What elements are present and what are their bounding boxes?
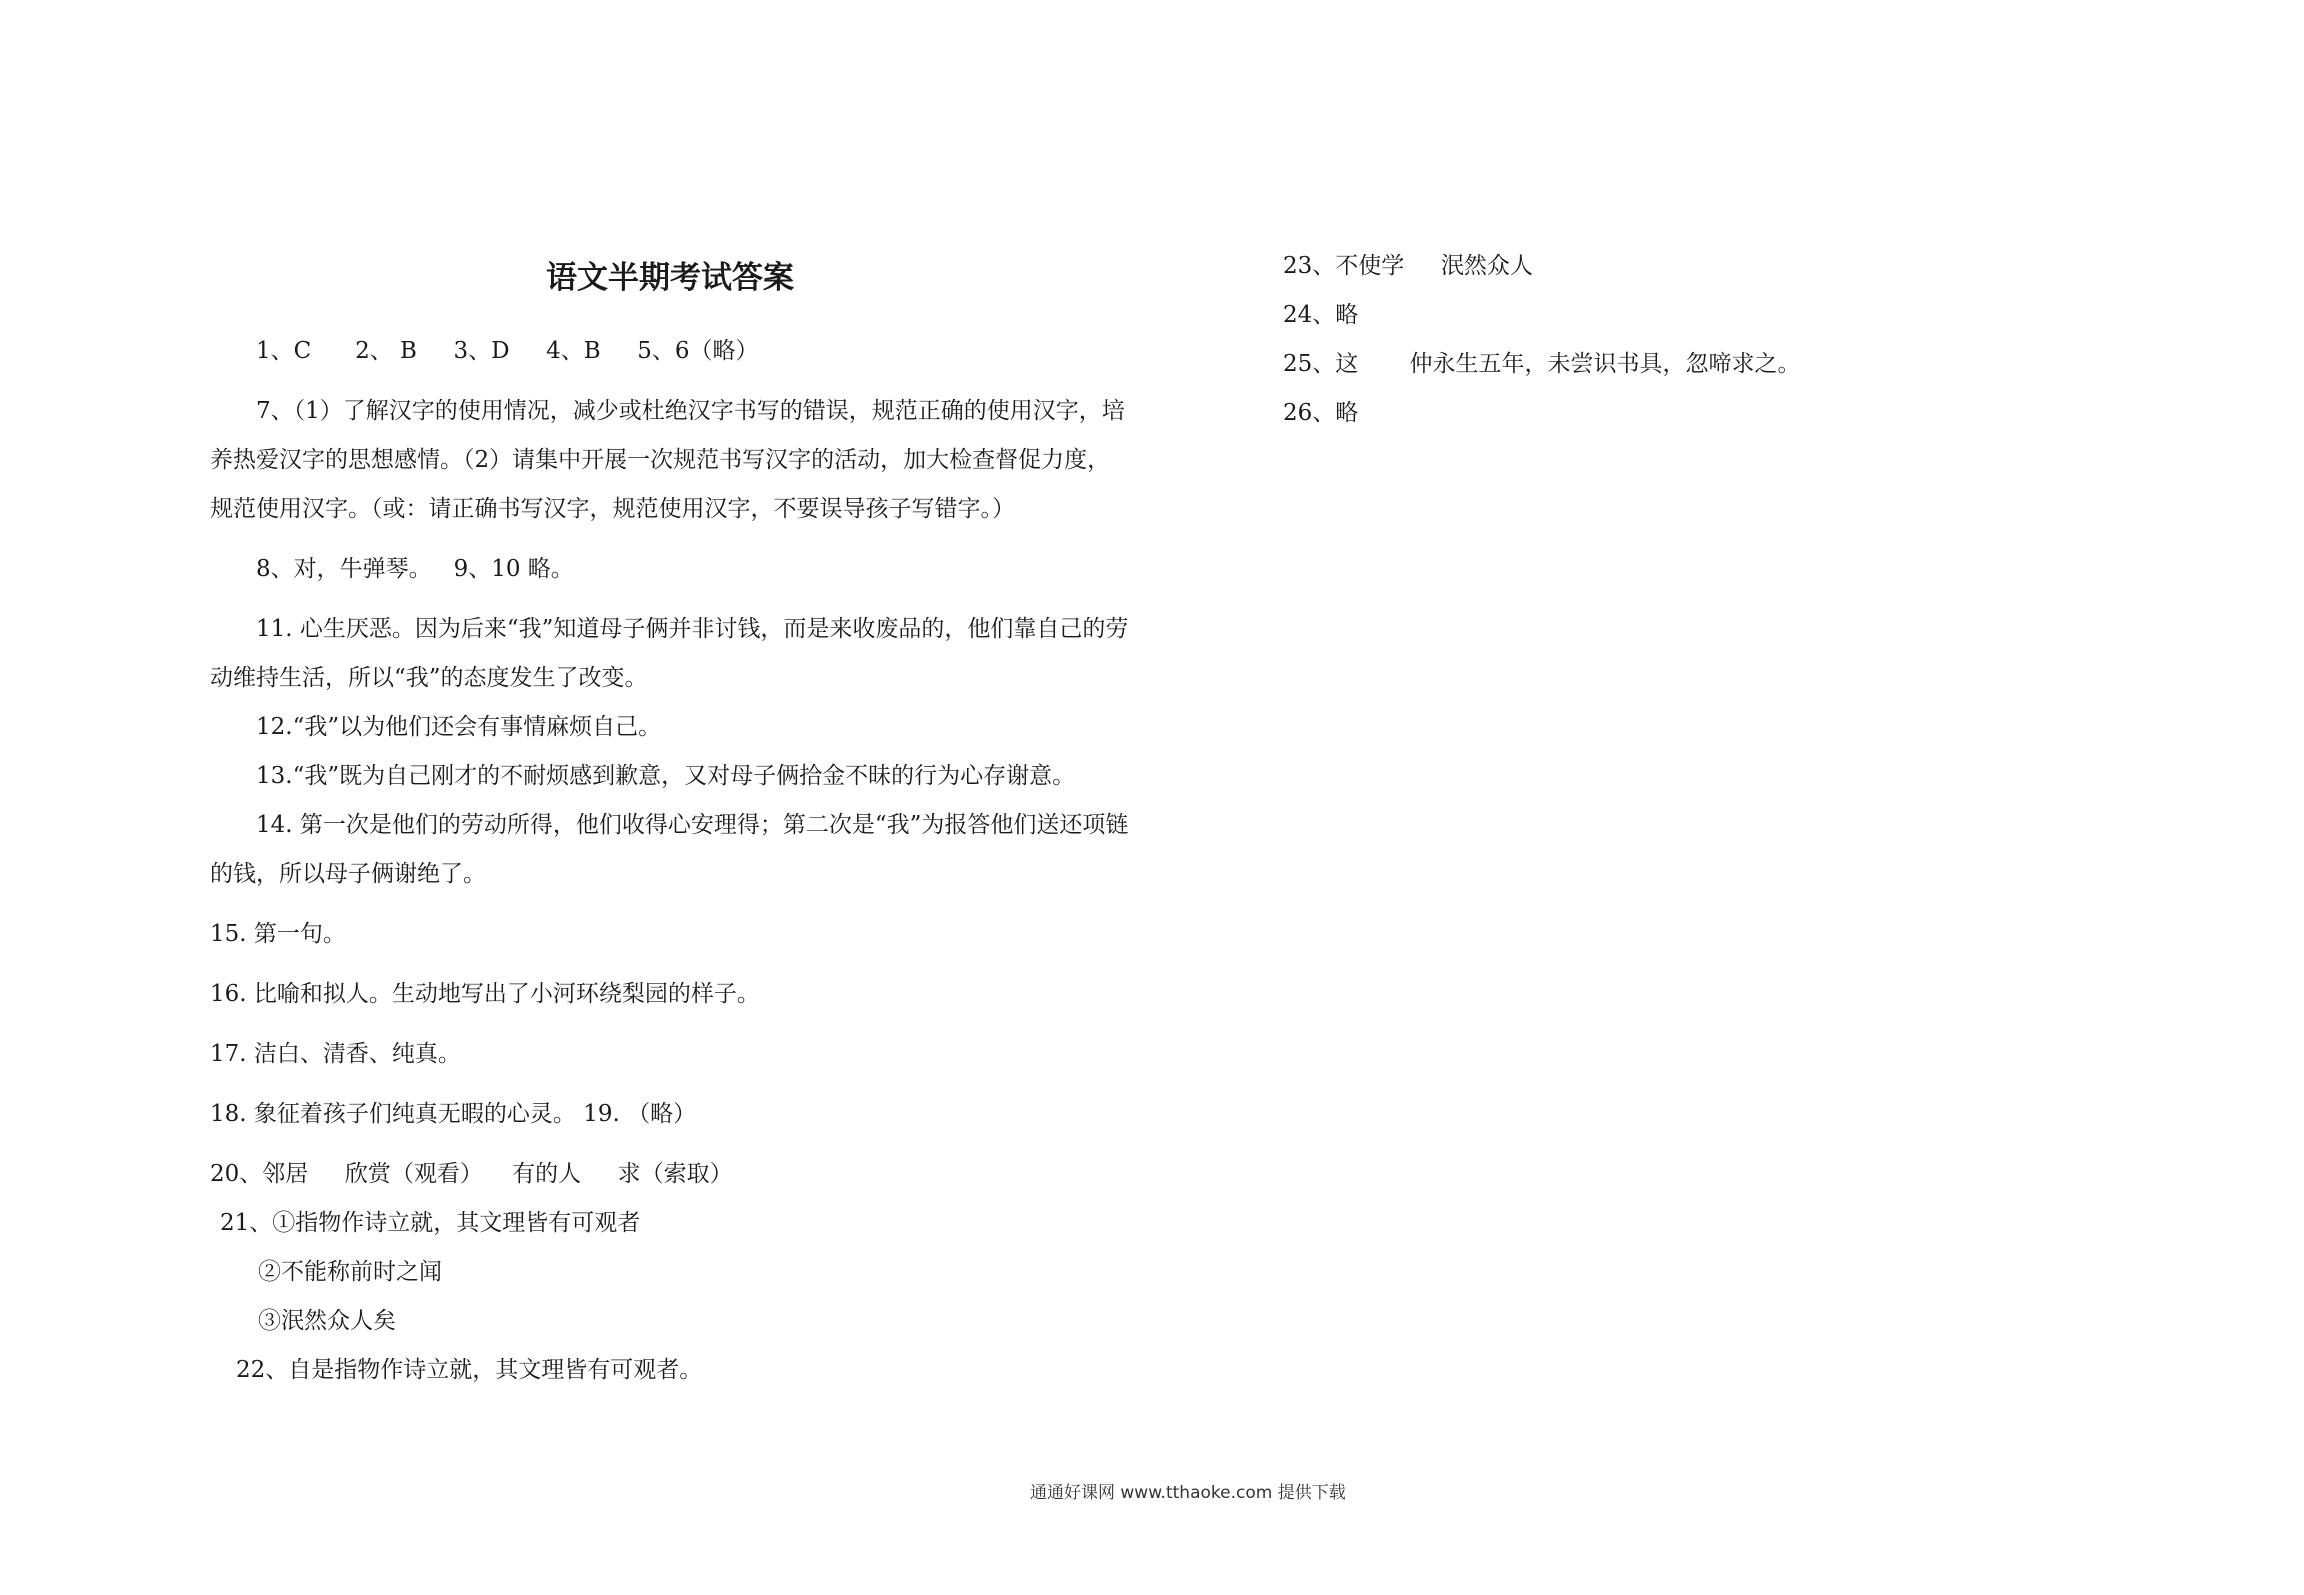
footer-source: 通通好课网 www.tthaoke.com 提供下载 — [1030, 1483, 1346, 1503]
answer-11: 11. 心生厌恶。因为后来“我”知道母子俩并非讨钱，而是来收废品的，他们靠自己的劳动维持生活，所以“我”的态度发生了改变。 — [210, 616, 1129, 691]
answer-21-2: ②不能称前时之闻 — [258, 1259, 442, 1285]
answer-25: 25、这 仲永生五年，未尝识书具，忽啼求之。 — [1283, 351, 1801, 377]
answer-14: 14. 第一次是他们的劳动所得，他们收得心安理得；第二次是“我”为报答他们送还项链的钱，所以母子俩谢绝了。 — [210, 812, 1129, 887]
answer-22: 22、自是指物作诗立就，其文理皆有可观者。 — [236, 1357, 703, 1383]
answer-23: 23、不使学 泯然众人 — [1283, 253, 1533, 279]
right-column — [1283, 242, 2183, 438]
answer-21-3: ③泯然众人矣 — [258, 1308, 396, 1334]
answer-20: 20、邻居 欣赏（观看） 有的人 求（索取） — [210, 1161, 733, 1187]
left-column — [210, 240, 1130, 1395]
answer-21-1: 21、①指物作诗立就，其文理皆有可观者 — [220, 1210, 641, 1236]
answer-15: 15. 第一句。 — [210, 921, 346, 947]
answer-1-6: 1、C 2、 B 3、D 4、B 5、6（略） — [256, 338, 759, 364]
page-title: 语文半期考试答案 — [546, 260, 794, 296]
answer-8-10: 8、对，牛弹琴。 9、10 略。 — [256, 556, 574, 582]
answer-13: 13.“我”既为自己刚才的不耐烦感到歉意，又对母子俩拾金不昧的行为心存谢意。 — [256, 763, 1076, 789]
answer-16: 16. 比喻和拟人。生动地写出了小河环绕梨园的样子。 — [210, 981, 760, 1007]
answer-17: 17. 洁白、清香、纯真。 — [210, 1041, 461, 1067]
answer-18-19: 18. 象征着孩子们纯真无暇的心灵。 19. （略） — [210, 1101, 697, 1127]
answer-26: 26、略 — [1283, 400, 1359, 426]
answer-24: 24、略 — [1283, 302, 1359, 328]
answer-7: 7、（1）了解汉字的使用情况，减少或杜绝汉字书写的错误，规范正确的使用汉字，培养热爱汉字的思想感情。（2）请集中开展一次规范书写汉字的活动，加大检查督促力度，规范使用汉字。（或：请正确书写汉字，规范使用汉字，不要误导孩子写错字。） — [210, 398, 1125, 522]
answer-12: 12.“我”以为他们还会有事情麻烦自己。 — [256, 714, 662, 740]
